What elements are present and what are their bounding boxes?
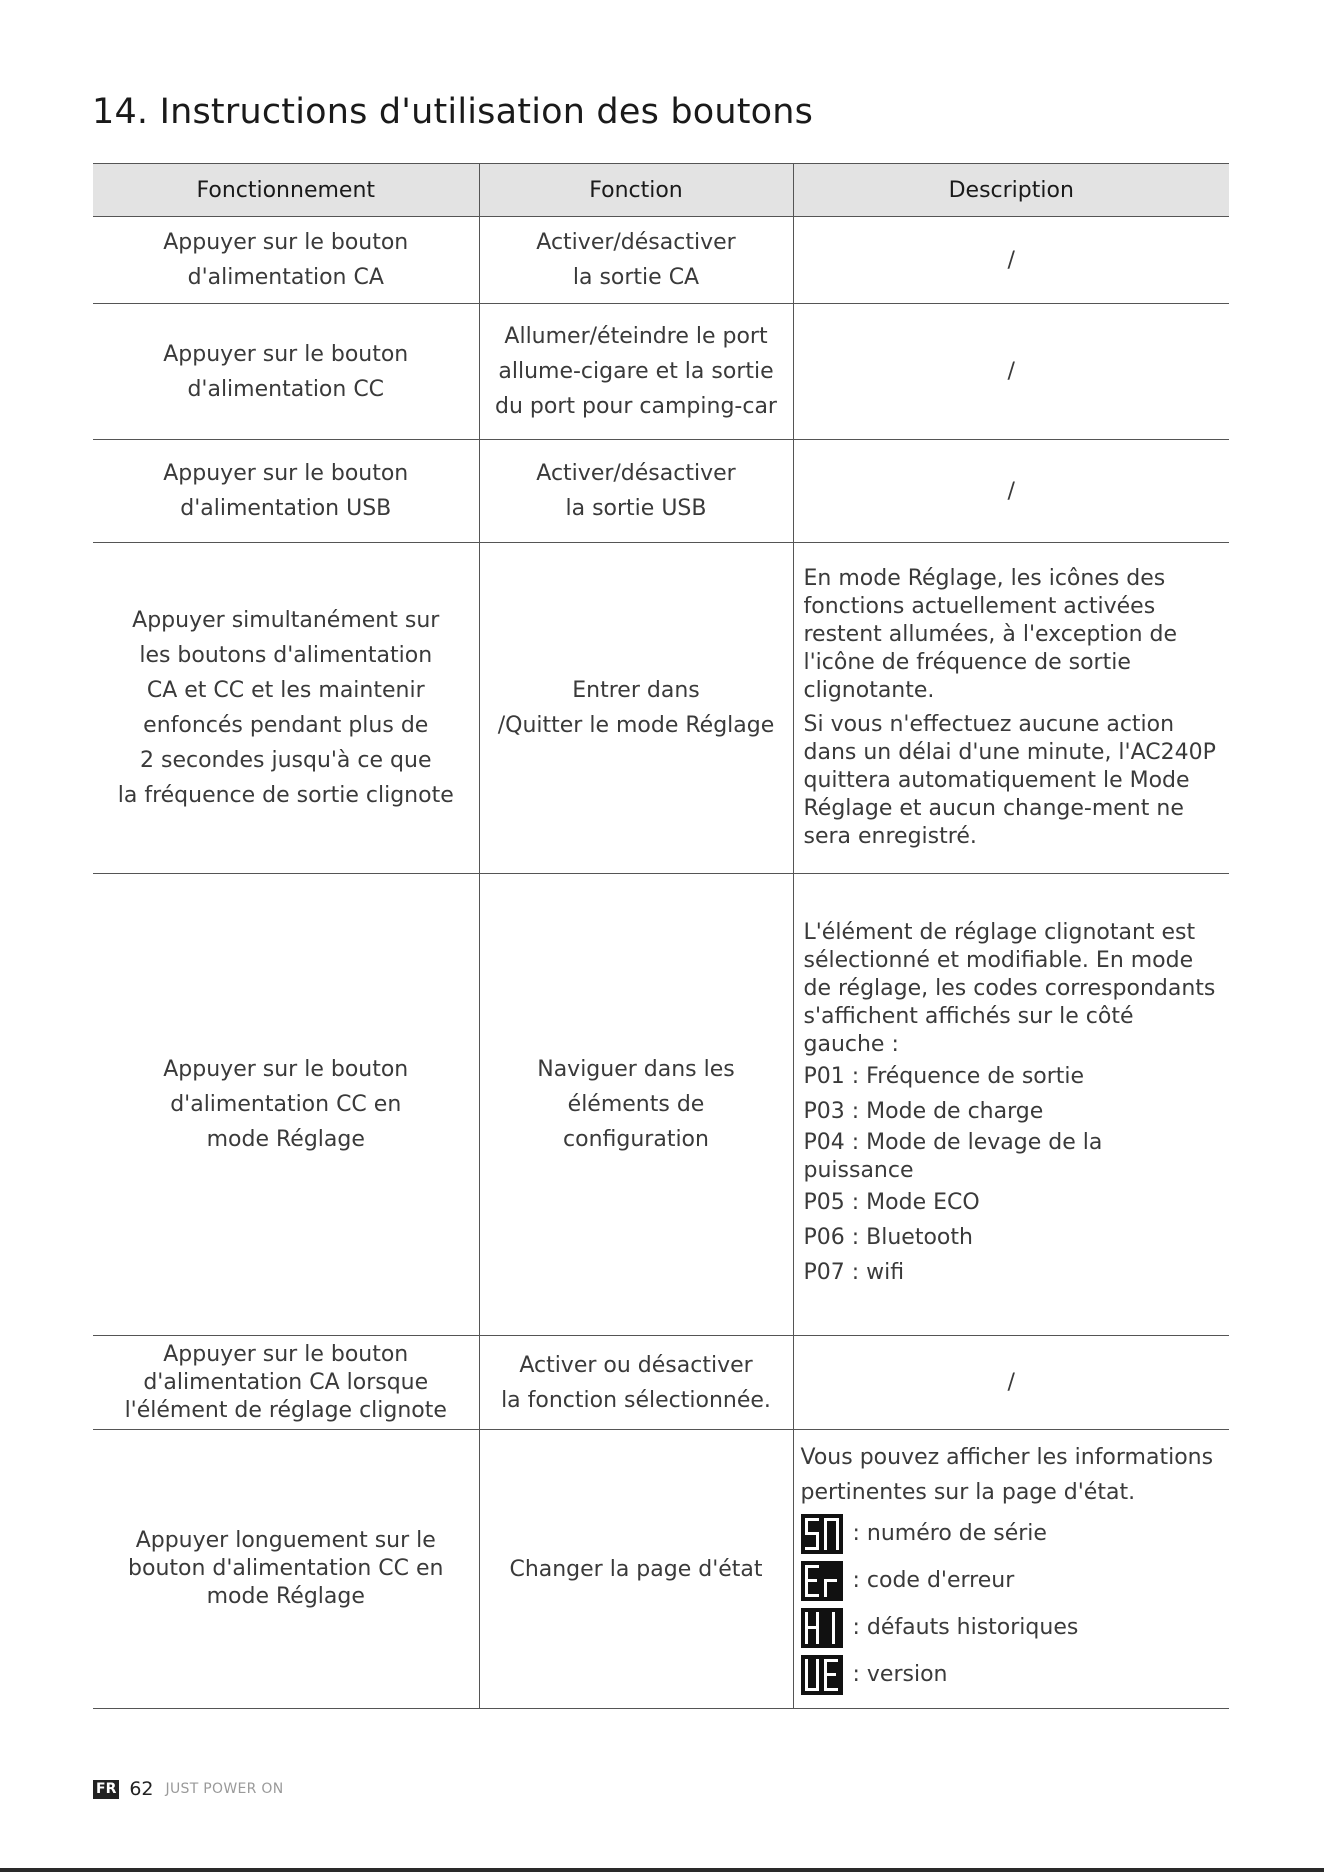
setting-code-item: P07 : wifi	[803, 1260, 905, 1285]
setting-code-item: P04 : Mode de levage de la puissance	[803, 1130, 1103, 1183]
operation-line: Appuyer longuement sur le	[135, 1528, 436, 1553]
operation-cell	[93, 1336, 479, 1430]
operation-line: la fréquence de sortie clignote	[117, 783, 454, 808]
operation-line: d'alimentation CC en	[170, 1092, 402, 1117]
function-line: éléments de	[567, 1092, 705, 1117]
operation-cell	[93, 874, 479, 1336]
operation-line: d'alimentation CA	[187, 265, 384, 290]
description-paragraph: Si vous n'effectuez aucune action dans un délai d'une minute, l'AC240P quittera automatiquement le Mode Réglage et aucun change-ment ne sera enregistré.	[803, 712, 1216, 849]
operation-line: d'alimentation CA lorsque	[143, 1369, 429, 1395]
function-line: Entrer dans	[572, 678, 700, 703]
description-cell: /	[793, 1336, 1229, 1430]
header-operation: Fonctionnement	[93, 164, 479, 217]
operation-line: bouton d'alimentation CC en	[128, 1556, 444, 1581]
page-footer	[93, 1778, 284, 1800]
operation-line: 2 secondes jusqu'à ce que	[140, 748, 432, 773]
function-cell	[479, 304, 793, 440]
operation-line: Appuyer simultanément sur	[132, 608, 440, 633]
function-cell	[479, 1430, 793, 1709]
status-code-label: : numéro de série	[852, 1521, 1047, 1546]
operation-line: Appuyer sur le bouton	[163, 1341, 409, 1367]
function-line: Allumer/éteindre le port	[504, 324, 768, 349]
status-code-label: : défauts historiques	[852, 1615, 1079, 1640]
operation-cell	[93, 1430, 479, 1709]
status-code-item	[801, 1604, 1220, 1651]
er-display-icon	[801, 1561, 843, 1601]
function-line: configuration	[563, 1127, 709, 1152]
setting-code-item: P06 : Bluetooth	[803, 1225, 973, 1250]
setting-code-item: P03 : Mode de charge	[803, 1099, 1044, 1124]
hi-display-icon	[801, 1608, 843, 1648]
status-code-item	[801, 1651, 1220, 1698]
setting-code-item: P05 : Mode ECO	[803, 1190, 980, 1215]
table-row	[93, 304, 1229, 440]
function-line: Activer/désactiver	[536, 230, 736, 255]
description-intro: Vous pouvez afficher les informations pertinentes sur la page d'état.	[800, 1445, 1214, 1505]
status-code-item	[801, 1510, 1220, 1557]
operation-line: Appuyer sur le bouton	[163, 341, 409, 367]
status-code-item	[801, 1557, 1220, 1604]
description-cell: /	[793, 304, 1229, 440]
operation-cell	[93, 304, 479, 440]
operation-cell	[93, 217, 479, 304]
setting-code-item: P01 : Fréquence de sortie	[803, 1064, 1085, 1089]
table-row	[93, 874, 1229, 1336]
header-function: Fonction	[479, 164, 793, 217]
operation-line: Appuyer sur le bouton	[163, 230, 409, 255]
operation-line: mode Réglage	[206, 1127, 365, 1152]
operation-line: l'élément de réglage clignote	[124, 1397, 447, 1423]
function-line: la sortie CA	[572, 265, 700, 290]
table-row	[93, 1430, 1229, 1709]
operation-line: mode Réglage	[206, 1584, 365, 1609]
function-cell	[479, 1336, 793, 1430]
operation-line: les boutons d'alimentation	[139, 643, 433, 668]
brand-slogan: JUST POWER ON	[165, 1781, 284, 1797]
page-number: 62	[129, 1778, 154, 1800]
function-line: Activer/désactiver	[536, 461, 736, 486]
description-cell	[793, 1430, 1229, 1709]
sn-display-icon	[801, 1514, 843, 1554]
bottom-rule	[0, 1868, 1324, 1872]
function-line: Naviguer dans les	[537, 1057, 735, 1082]
description-cell	[793, 874, 1229, 1336]
function-line: allume-cigare et la sortie	[498, 359, 774, 384]
function-cell	[479, 874, 793, 1336]
language-badge: FR	[93, 1780, 119, 1799]
description-intro: L'élément de réglage clignotant est sélectionné et modifiable. En mode de réglage, les codes correspondants s'affichent affichés sur le côté gauche :	[803, 920, 1216, 1057]
table-row	[93, 1336, 1229, 1430]
function-cell	[479, 217, 793, 304]
operation-cell	[93, 543, 479, 874]
function-line: Activer ou désactiver	[519, 1352, 753, 1378]
description-cell	[793, 543, 1229, 874]
function-cell	[479, 440, 793, 543]
function-cell	[479, 543, 793, 874]
operation-line: Appuyer sur le bouton	[163, 1057, 409, 1082]
operation-cell	[93, 440, 479, 543]
operation-line: enfoncés pendant plus de	[143, 713, 429, 738]
table-row	[93, 440, 1229, 543]
page-title: 14. Instructions d'utilisation des boutons	[92, 92, 814, 132]
header-description: Description	[793, 164, 1229, 217]
table-row	[93, 543, 1229, 874]
status-code-label: : version	[852, 1662, 948, 1687]
operation-line: d'alimentation USB	[180, 496, 392, 521]
ve-display-icon	[801, 1655, 843, 1695]
function-line: Changer la page d'état	[509, 1556, 763, 1582]
function-line: /Quitter le mode Réglage	[497, 713, 775, 738]
description-cell: /	[793, 217, 1229, 304]
operation-line: Appuyer sur le bouton	[163, 461, 409, 486]
function-line: du port pour camping-car	[495, 394, 777, 419]
table-header-row	[93, 164, 1229, 217]
button-instructions-table	[93, 163, 1229, 1709]
operation-line: d'alimentation CC	[187, 376, 385, 402]
status-code-label: : code d'erreur	[852, 1568, 1015, 1593]
description-paragraph: En mode Réglage, les icônes des fonctions actuellement activées restent allumées, à l'exception de l'icône de fréquence de sortie clignotante.	[803, 566, 1178, 703]
function-line: la fonction sélectionnée.	[501, 1387, 771, 1413]
description-cell: /	[793, 440, 1229, 543]
function-line: la sortie USB	[565, 496, 707, 521]
table-row	[93, 217, 1229, 304]
operation-line: CA et CC et les maintenir	[146, 678, 425, 703]
